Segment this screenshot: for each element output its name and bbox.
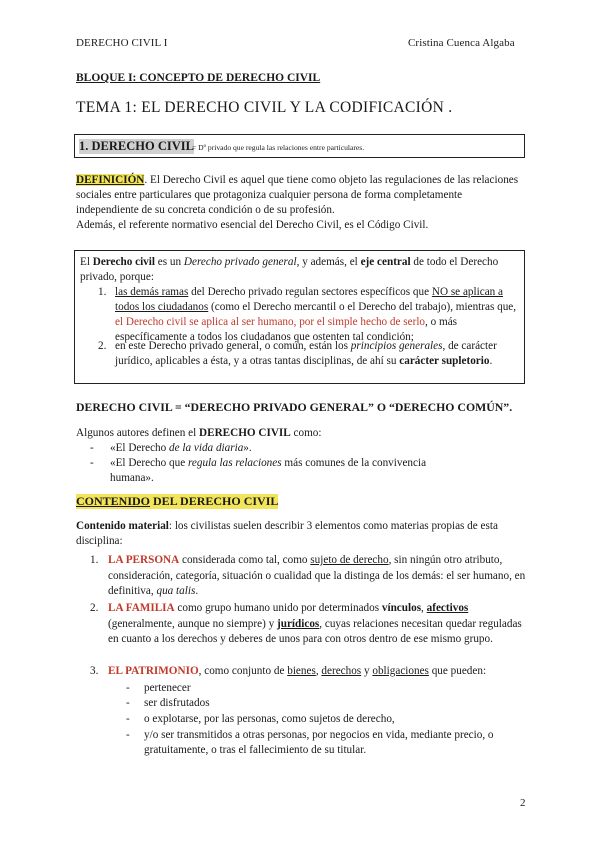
section-title: 1. DERECHO CIVIL: [79, 139, 194, 153]
list-number: 2.: [90, 602, 99, 614]
text: ,: [421, 602, 427, 614]
bold-text: Contenido material: [76, 520, 169, 532]
underlined-text: sujeto de derecho: [310, 554, 389, 566]
text: y/o ser transmitidos a otras personas, por negocios en vida, mediante precio, o gratuitamente, o tras el fallecimiento de su titular.: [144, 729, 494, 756]
italic-text: regula las relaciones: [187, 457, 282, 469]
red-text: el Derecho civil se aplica al ser humano, por el simple hecho de serlo: [115, 316, 426, 328]
bold-underlined-text: afectivos: [426, 602, 469, 614]
text: considerada como tal, como: [179, 554, 311, 566]
red-heading: LA PERSONA: [108, 554, 180, 566]
italic-text: qua talis: [156, 585, 196, 597]
bold-text: carácter supletorio: [399, 355, 490, 367]
definicion-paragraph: [76, 173, 526, 233]
text: «El Derecho que: [110, 457, 188, 469]
definicion-text2: Además, el referente normativo esencial del Derecho Civil, es el Código Civil.: [76, 219, 429, 231]
underlined-text: las demás ramas: [115, 286, 189, 298]
section-derecho-civil-box: [74, 134, 525, 158]
autores-def-2: [90, 456, 460, 486]
patrimonio-subitem: [126, 728, 526, 758]
item-text: (como el Derecho mercantil o el Derecho del trabajo), mientras que,: [208, 301, 517, 313]
dash-bullet: -: [126, 713, 130, 725]
list-number: 1.: [98, 286, 107, 298]
text: , como conjunto de: [198, 665, 288, 677]
italic-text: principios generales: [350, 340, 443, 352]
text: o explotarse, por las personas, como sujetos de derecho,: [144, 713, 395, 725]
text: .: [195, 585, 199, 597]
item-text: del Derecho privado regulan sectores específicos que: [188, 286, 432, 298]
definicion-text: . El Derecho Civil es aquel que tiene como objeto las regulaciones de las relaciones sociales entre particulares que protagoniza cualquier persona de forma completamente independiente de su concreta condición o de su profesión.: [76, 174, 519, 216]
contenido-item-familia: [90, 601, 526, 648]
text: , cuyas relaciones necesitan quedar reguladas en cuanto a los derechos y deberes de unos para con otros dentro de ese mismo grupo.: [108, 617, 522, 645]
underlined-text: CONTENIDO: [76, 494, 151, 508]
text: y: [361, 665, 373, 677]
dash-bullet: -: [90, 442, 94, 454]
contenido-heading: [76, 494, 278, 509]
box-bold-derecho-civil: Derecho civil: [92, 256, 155, 268]
box-text: de todo el Derecho privado, porque:: [80, 256, 499, 283]
text: (generalmente, aunque no siempre) y: [108, 617, 277, 630]
autores-def-1: [90, 441, 460, 456]
section-note: = Dº privado que regula las relaciones entre particulares.: [192, 143, 365, 152]
box-italic-derecho-privado-general: Derecho privado general: [183, 256, 297, 268]
text: «El Derecho: [110, 442, 170, 454]
text: ser disfrutados: [144, 697, 210, 709]
item-text: en este Derecho privado general, o común, están los: [115, 340, 351, 352]
text: DEL DERECHO CIVIL: [150, 494, 279, 508]
text: ».: [243, 442, 252, 454]
patrimonio-subitem: [126, 696, 526, 711]
italic-text: de la vida diaria: [169, 442, 244, 454]
list-number: 2.: [98, 340, 107, 352]
patrimonio-subitem: [126, 712, 526, 727]
item-text: , o más específicamente a todos los ciudadanos que ostenten tal condición;: [115, 316, 458, 343]
item-text: .: [489, 355, 493, 367]
bold-text: DERECHO CIVIL: [199, 427, 291, 439]
dash-bullet: -: [90, 457, 94, 469]
box-list-item-2: [98, 339, 520, 369]
box-text: El: [80, 256, 93, 268]
box-bold-eje-central: eje central: [360, 256, 411, 268]
derecho-privado-general-box: [74, 250, 525, 384]
box-text: , y además, el: [296, 256, 361, 268]
text: : los civilistas suelen describir 3 elementos como materias propias de esta disciplina:: [76, 520, 498, 547]
page-number: 2: [520, 797, 526, 809]
tema-title: TEMA 1: EL DERECHO CIVIL Y LA CODIFICACIÓN .: [76, 99, 453, 116]
equation-line: DERECHO CIVIL = “DERECHO PRIVADO GENERAL” O “DERECHO COMÚN”.: [76, 400, 513, 414]
list-number: 3.: [90, 665, 99, 677]
autores-intro: [76, 426, 526, 441]
underlined-text: bienes: [287, 665, 316, 677]
definicion-label: DEFINICIÓN: [76, 174, 145, 186]
header-course-title: DERECHO CIVIL I: [76, 37, 168, 49]
text: Algunos autores definen el: [76, 427, 200, 439]
patrimonio-subitem: [126, 681, 526, 696]
text: como:: [290, 427, 322, 439]
text: , sin ningún otro atributo, consideración, categoría, situación o cualidad que la distinga de los demás: el ser humano, en definitiva,: [108, 554, 526, 597]
contenido-item-patrimonio: [90, 664, 526, 680]
dash-bullet: -: [126, 729, 130, 741]
text: más comunes de la convivencia humana».: [110, 457, 427, 484]
contenido-item-persona: [90, 553, 526, 600]
red-heading: EL PATRIMONIO: [108, 665, 199, 677]
text: pertenecer: [144, 682, 191, 694]
underlined-text: NO se aplican a todos los ciudadanos: [115, 286, 504, 313]
header-author: Cristina Cuenca Algaba: [408, 37, 515, 49]
text: ,: [315, 665, 322, 677]
text: que pueden:: [428, 665, 487, 677]
bold-text: vínculos: [381, 602, 422, 614]
text: como grupo humano unido por determinados: [174, 602, 382, 614]
list-number: 1.: [90, 554, 99, 566]
red-heading: LA FAMILIA: [108, 602, 175, 614]
box-list-item-1: [98, 285, 520, 345]
item-text: , de carácter jurídico, aplicables a ésta, y a otras tantas disciplinas, de ahí su: [115, 340, 497, 367]
underlined-text: derechos: [321, 665, 362, 677]
contenido-material: [76, 519, 526, 549]
underlined-text: obligaciones: [372, 665, 429, 677]
box-intro: [80, 255, 520, 285]
bloque-heading: BLOQUE I: CONCEPTO DE DERECHO CIVIL: [76, 72, 321, 84]
bold-underlined-text: jurídicos: [277, 617, 320, 630]
dash-bullet: -: [126, 682, 130, 694]
box-text: es un: [155, 256, 184, 268]
dash-bullet: -: [126, 697, 130, 709]
